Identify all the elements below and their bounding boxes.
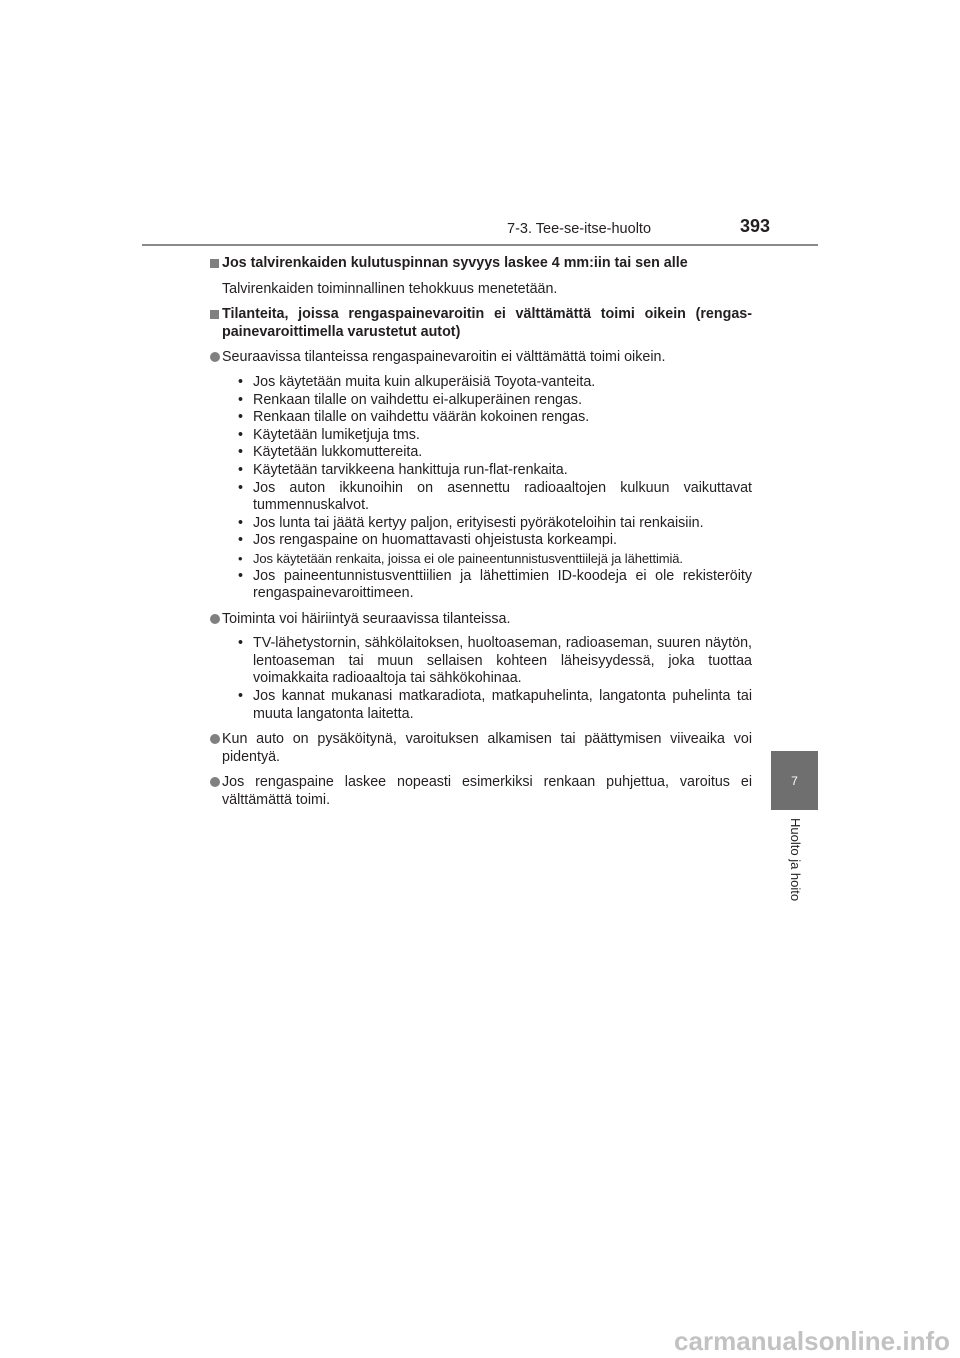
bullet-dot-icon: • [238,532,244,549]
list-item: • Jos lunta tai jäätä kertyy paljon, erityisesti pyöräkoteloihin tai renkaisiin. [238,514,704,531]
bullet-dot-icon: • [238,426,244,443]
list-item: • Renkaan tilalle on vaihdettu ei-alkuperäinen rengas. [238,391,583,408]
list-item: • Renkaan tilalle on vaihdettu väärän kokoinen rengas. [238,409,590,426]
bullet-dot-icon: • [238,391,244,408]
heading-text: Jos talvirenkaiden kulutuspinnan syvyys laskee 4 mm:iin tai sen alle [222,255,688,271]
bullet-dot-icon: • [238,479,244,496]
list-item: • Jos kannat mukanasi matkaradiota, matkapuhelinta, langatonta puhelinta tai muuta langatonta laitetta. [238,688,752,722]
list-item: • Jos rengaspaine on huomattavasti ohjeistusta korkeampi. [238,532,617,549]
bullet-dot-icon: • [238,550,243,566]
list-item: • Käytetään lumiketjuja tms. [238,426,420,443]
bullet-dot-icon: • [238,444,244,461]
bullet-dot-icon: • [238,514,244,531]
item-text: Seuraavissa tilanteissa rengaspainevaroitin ei välttämättä toimi oikein. [222,349,666,366]
winter-tires-text: Talvirenkaiden toiminnallinen tehokkuus menetetään. [222,280,558,297]
item-text: Jos rengaspaine laskee nopeasti esimerkiksi renkaan puhjettua, varoitus ei välttämättä toimi. [222,774,752,809]
bullet-dot-icon: • [238,461,244,478]
section-title: 7-3. Tee-se-itse-huolto [507,221,652,237]
bullet-dot-icon: • [238,635,244,652]
item-text: Kun auto on pysäköitynä, varoituksen alkamisen tai päättymisen viiveaika voi pidentyä. [222,731,752,765]
page-number: 393 [740,216,771,236]
heading-text: Tilanteita, joissa rengaspainevaroitin ei välttämättä toimi oikein (rengas-painevaroittimella varustetut autot) [222,306,752,340]
chapter-number: 7 [791,773,798,788]
chapter-label: Huolto ja hoito [788,818,803,902]
bullet-dot-icon: • [238,567,244,584]
item-text: Toiminta voi häiriintyä seuraavissa tilanteissa. [222,610,511,627]
list-item: • Jos paineentunnistusventtiilien ja lähettimien ID-koodeja ei ole rekisteröity rengaspainevaroittimeen. [238,567,752,602]
list-item: • Käytetään lukkomuttereita. [238,444,423,461]
list-item: • Käytetään tarvikkeena hankittuja run-flat-renkaita. [238,461,568,478]
list-item: • TV-lähetystornin, sähkölaitoksen, huoltoaseman, radioaseman, suuren näytön, lentoaseman tai muun sellaisen kohteen läheisyydessä, joka tuottaa voimakkaita radioaaltoja tai sähkökohinaa. [238,635,752,687]
bullet-dot-icon: • [238,409,244,426]
watermark-text: carmanualsonline.info [674,1326,950,1356]
list-item: • Jos auton ikkunoihin on asennettu radioaaltojen kulkuun vaikuttavat tummennuskalvot. [238,479,752,514]
bullet-dot-icon: • [238,373,244,390]
bullet-dot-icon: • [238,688,244,705]
list-item: • Jos käytetään renkaita, joissa ei ole paineentunnistusventtiilejä ja lähettimiä. [238,550,683,566]
list-item: • Jos käytetään muita kuin alkuperäisiä Toyota-vanteita. [238,373,596,390]
